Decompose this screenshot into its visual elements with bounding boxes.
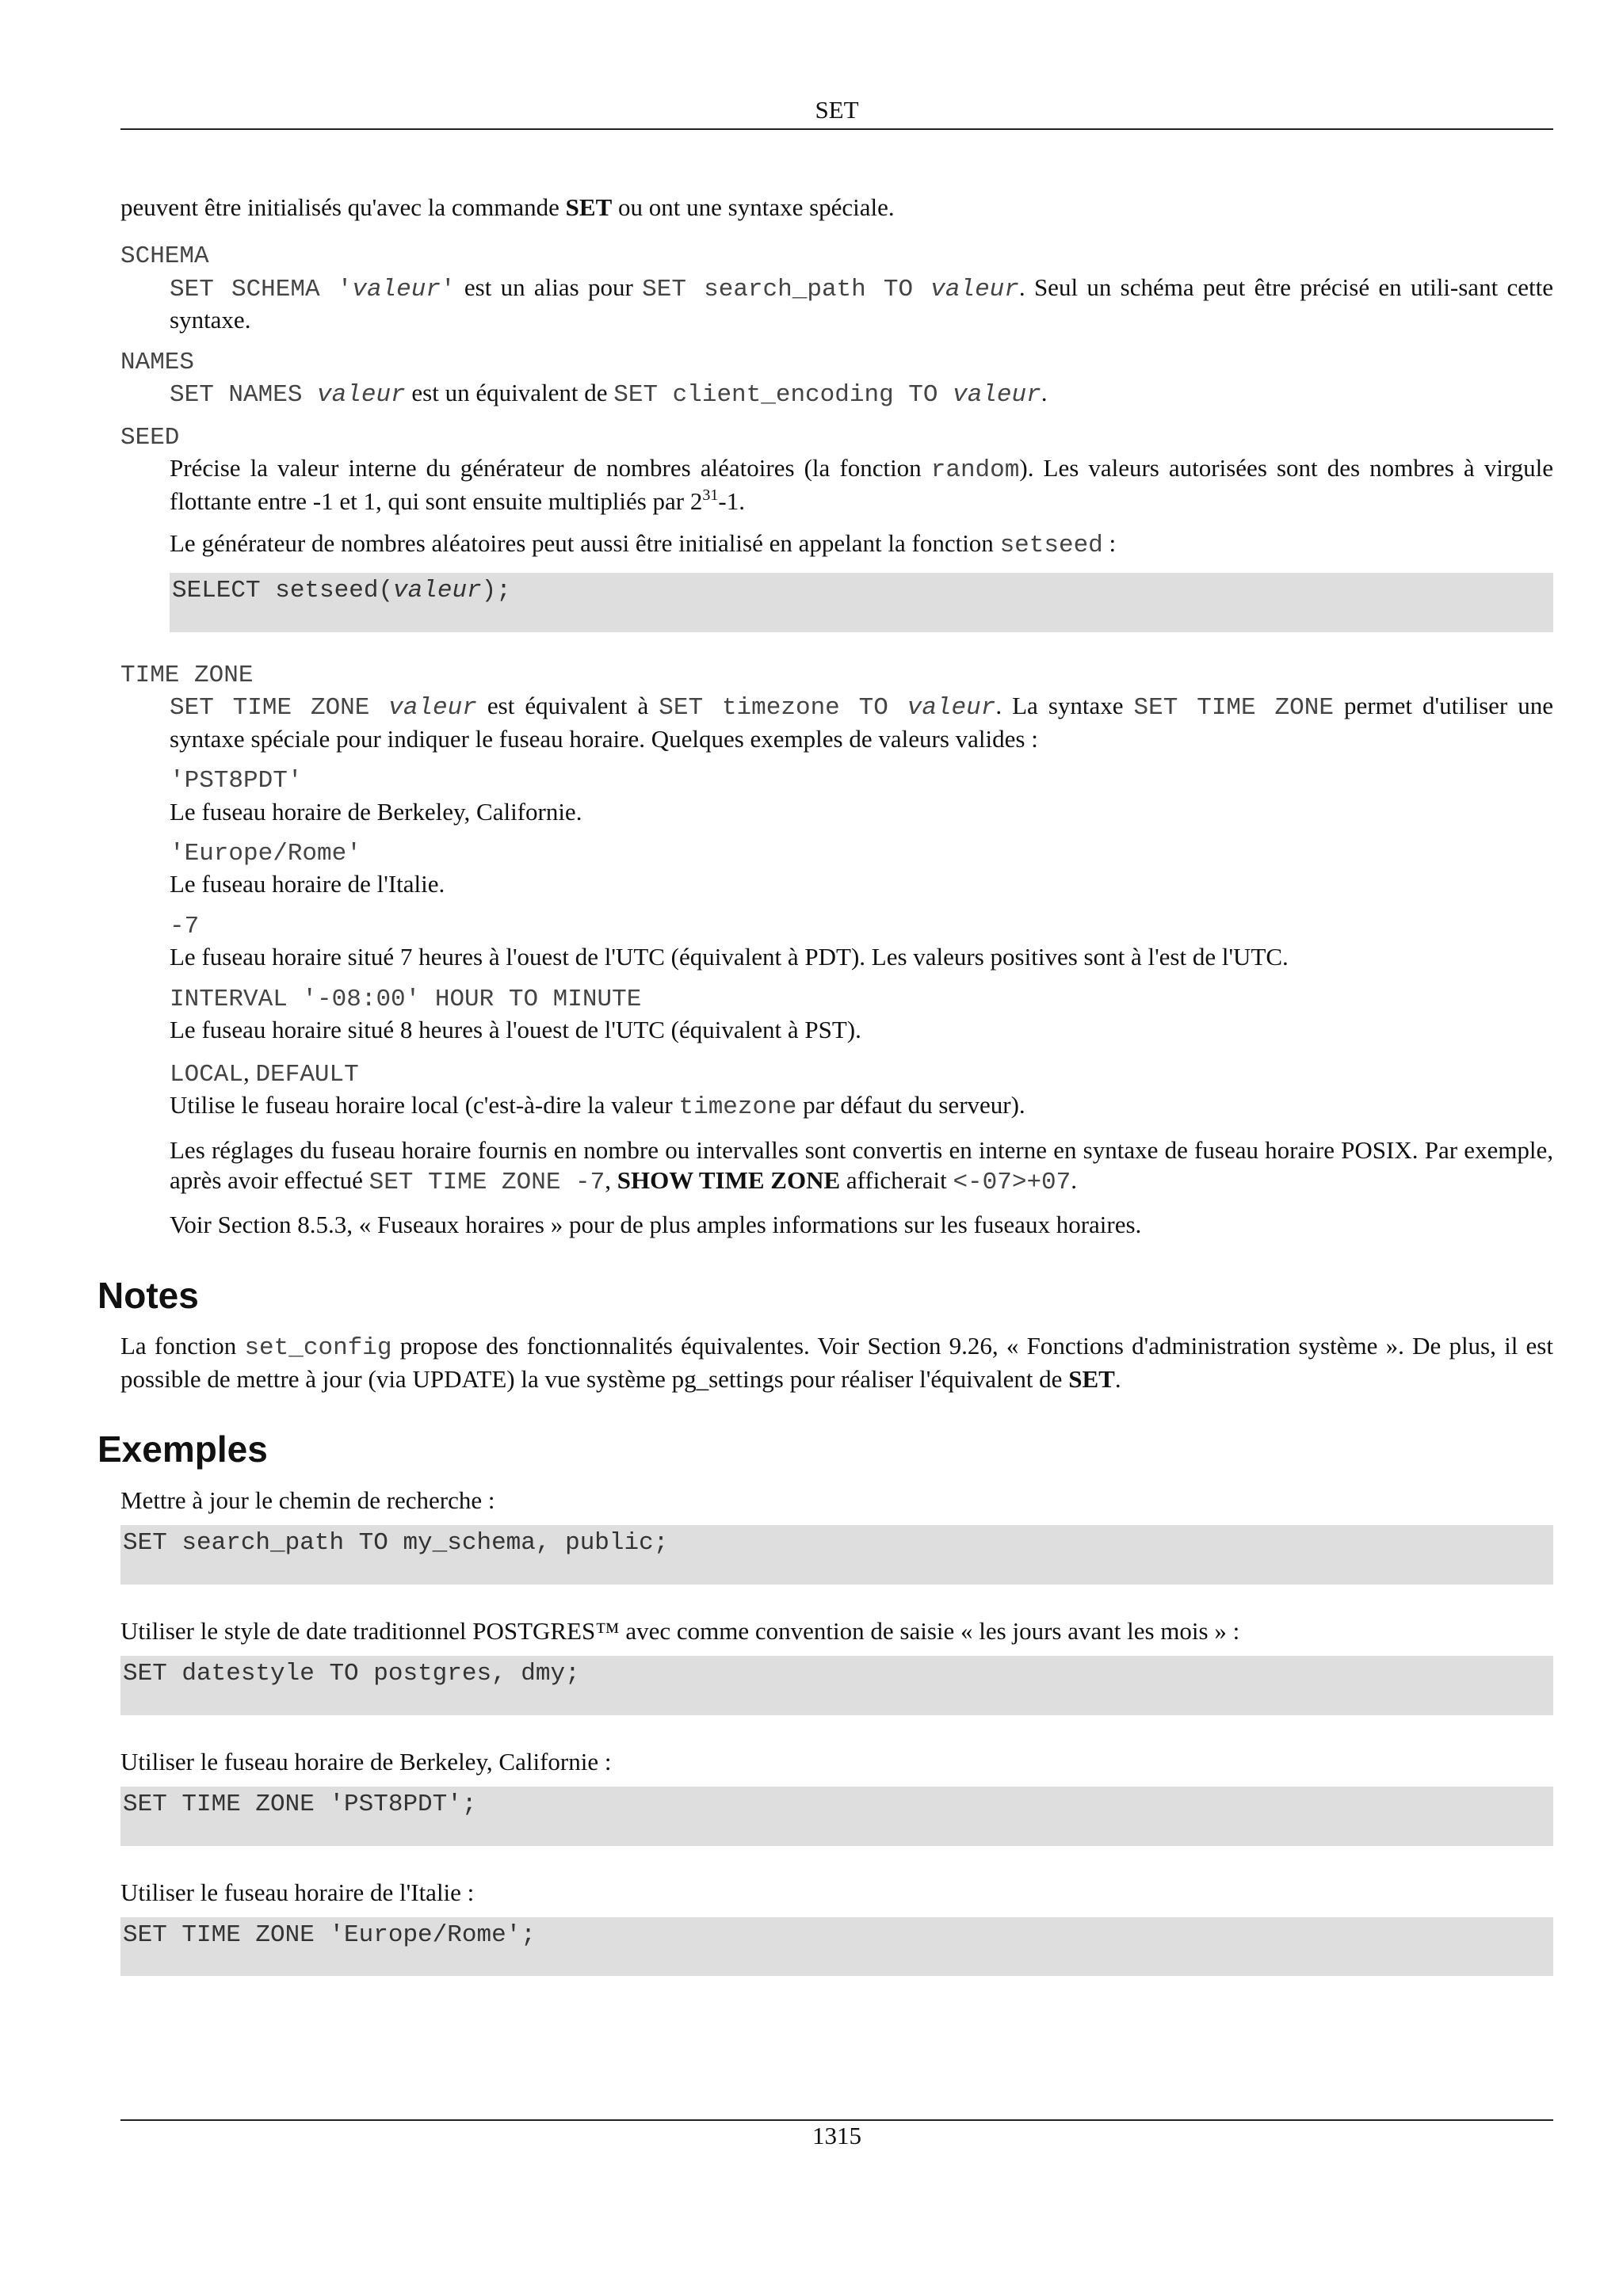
header-rule [120,128,1553,130]
example-description: Le fuseau horaire situé 8 heures à l'ouest de l'UTC (équivalent à PST). [170,1016,861,1044]
timezone-example-local [170,1058,1553,1123]
page-number: 1315 [812,2122,861,2149]
example-description: Utilise le fuseau horaire local (c'est-à-dire la valeur timezone par défaut du serveur). [170,1091,1025,1122]
example-code: INTERVAL '-08:00' HOUR TO MINUTE [170,985,642,1013]
timezone-paragraph-3: Voir Section 8.5.3, « Fuseaux horaires » pour de plus amples informations sur les fuseaux horaires. [170,1211,1142,1239]
example-code-block: SET TIME ZONE 'Europe/Rome'; [120,1917,1553,1976]
examples-heading: Exemples [97,1428,268,1470]
notes-paragraph: La fonction set_config propose des fonctionnalités équivalentes. Voir Section 9.26, « Fonctions d'administration système ». De plus, il est possible de mettre à jour (via UPDATE) la vue système pg_settings pour réaliser l'équivalent de SET. [120,1332,1553,1393]
example-code: -7 [170,912,200,940]
def-names [170,378,1553,410]
def-seed [170,453,1553,632]
running-header: SET [815,96,859,124]
names-paragraph: SET NAMES valeur est un équivalent de SET client_encoding TO valeur. [170,379,1048,410]
seed-paragraph-2: Le générateur de nombres aléatoires peut aussi être initialisé en appelant la fonction setseed : [170,528,1117,559]
term-time-zone: TIME ZONE [120,661,254,689]
example-text: Utiliser le style de date traditionnel POSTGRES™ avec comme convention de saisie « les jours avant les mois » : [120,1616,1240,1645]
example-code: LOCAL, DEFAULT [170,1058,359,1089]
example-code: 'Europe/Rome' [170,840,361,868]
page-content [97,193,1554,2008]
example-description: Le fuseau horaire situé 7 heures à l'ouest de l'UTC (équivalent à PDT). Les valeurs positives sont à l'est de l'UTC. [170,943,1289,971]
example-text: Utiliser le fuseau horaire de Berkeley, Californie : [120,1747,612,1775]
timezone-example [170,985,1553,1046]
notes-heading: Notes [97,1274,199,1316]
term-names: NAMES [120,348,195,376]
example-code-block: SET TIME ZONE 'PST8PDT'; [120,1787,1553,1845]
timezone-example [170,839,1553,900]
intro-paragraph: peuvent être initialisés qu'avec la commande SET ou ont une syntaxe spéciale. [120,193,895,221]
term-schema: SCHEMA [120,242,209,271]
example-code-block: SET datestyle TO postgres, dmy; [120,1656,1553,1714]
example-text: Utiliser le fuseau horaire de l'Italie : [120,1878,475,1906]
seed-code-block: SELECT setseed(valeur); [170,573,1553,631]
example-code: 'PST8PDT' [170,767,303,795]
example-description: Le fuseau horaire de l'Italie. [170,870,445,898]
timezone-paragraph-2: Les réglages du fuseau horaire fournis en nombre ou intervalles sont convertis en interne en syntaxe de fuseau horaire POSIX. Par exemple, après avoir effectué SET TIME ZONE -7, SHOW TIME ZONE afficherait <-07>+07. [170,1135,1553,1196]
seed-paragraph-1: Précise la valeur interne du générateur de nombres aléatoires (la fonction random). Les valeurs autorisées sont des nombres à virgule flottante entre -1 et 1, qui sont ensuite multipliés par $2^{31}-1$. [170,454,1553,515]
timezone-example [170,766,1553,827]
example-code-block: SET search_path TO my_schema, public; [120,1525,1553,1584]
def-time-zone [170,691,1553,1241]
schema-paragraph: SET SCHEMA 'valeur' est un alias pour SET search_path TO valeur. Seul un schéma peut être précisé en utili-sant cette syntaxe. [170,273,1553,334]
timezone-example [170,912,1553,973]
term-seed: SEED [120,423,180,452]
example-description: Le fuseau horaire de Berkeley, Californie. [170,797,582,826]
def-schema [170,273,1553,336]
example-text: Mettre à jour le chemin de recherche : [120,1486,495,1514]
timezone-paragraph-1: SET TIME ZONE valeur est équivalent à SET timezone TO valeur. La syntaxe SET TIME ZONE permet d'utiliser une syntaxe spéciale pour indiquer le fuseau horaire. Quelques exemples de valeurs valides : [170,692,1554,753]
